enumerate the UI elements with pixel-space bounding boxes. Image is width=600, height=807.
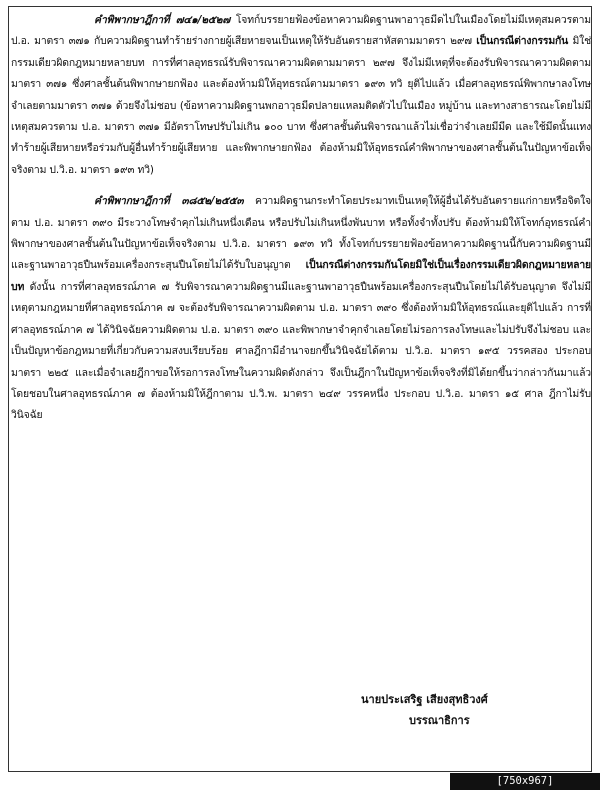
- document-page: [8, 6, 592, 772]
- judgment-text-2b: ดังนั้น การที่ศาลอุทธรณ์ภาค ๗ รับพิจารณาความผิดฐานมีและฐานพาอาวุธปืนพร้อมเครื่องกระสุนปืนโดยไม่ได้รับอนุญาต จึงไม่มีเหตุตามกฎหมายที่ศาลอุทธรณ์ภาค ๗ จะต้องรับพิจารณาความผิดตาม ป.อ. มาตรา ๓๙๐ ซึ่งต้องห้ามมิให้อุทธรณ์และยุติไปแล้ว การที่ศาลอุทธรณ์ภาค ๗ ได้วินิจฉัยความผิดตาม ป.อ. มาตรา ๓๙๐ และพิพากษาจำคุกจำเลยโดยไม่รอการลงโทษและไม่ปรับจึงไม่ชอบ และเป็นปัญหาข้อกฎหมายที่เกี่ยวกับความสงบเรียบร้อย ศาลฎีกามีอำนาจยกขึ้นวินิจฉัยได้ตาม ป.วิ.อ. มาตรา ๑๙๕ วรรคสอง ประกอบมาตรา ๒๒๕ และเมื่อจำเลยฎีกาขอให้รอการลงโทษในความผิดดังกล่าว จึงเป็นฎีกาในปัญหาข้อเท็จจริงที่มิได้ยกขึ้นว่ากล่าวกันมาแล้วโดยชอบในศาลอุทธรณ์ภาค ๗ ต้องห้ามมิให้ฎีกาตาม ป.วิ.พ. มาตรา ๒๔๙ วรรคหนึ่ง ประกอบ ป.วิ.อ. มาตรา ๑๕ ศาล ฎีกาไม่รับวินิจฉัย: [11, 280, 591, 422]
- judgment-text-1a: โจทก์บรรยายฟ้องข้อหาความผิดฐานพาอาวุธมีดไปในเมืองโดยไม่มีเหตุสมควรตาม ป.อ. มาตรา ๓๗๑ กับความผิดฐานทำร้ายร่างกายผู้เสียหายจนเป็นเหตุให้รับอันตรายสาหัสตามมาตรา ๒๙๗: [11, 14, 591, 48]
- judgment-paragraph-1: [11, 10, 591, 181]
- judgment-paragraph-2: [11, 191, 591, 426]
- signature-block: [361, 689, 581, 731]
- document-body: [11, 10, 591, 437]
- judgment-emphasis-2: เป็นกรณีต่างกรรมกันโดยมิใช่เป็นเรื่องกรรมเดียวผิดกฎหมายหลายบท: [11, 259, 591, 293]
- judgment-heading-1: คำพิพากษาฎีกาที่ ๗๔๑/๒๕๒๗: [94, 14, 231, 26]
- editor-name: นายประเสริฐ เสียงสุทธิวงศ์: [361, 693, 488, 706]
- judgment-text-2a: ความผิดฐานกระทำโดยประมาทเป็นเหตุให้ผู้อื่นได้รับอันตรายแก่กายหรือจิตใจตาม ป.อ. มาตรา ๓๙๐ มีระวางโทษจำคุกไม่เกินหนึ่งเดือน หรือปรับไม่เกินหนึ่งพันบาท หรือทั้งจำทั้งปรับ ต้องห้ามมิให้โจทก์อุทธรณ์คำพิพากษาของศาลชั้นต้นในปัญหาข้อเท็จจริงตาม ป.วิ.อ. มาตรา ๑๙๓ ทวิ ทั้งโจทก์บรรยายฟ้องข้อหาความผิดฐานนี้กับความผิดฐานมีและฐานพาอาวุธปืนพร้อมเครื่องกระสุนปืนโดยไม่ได้รับใบอนุญาต: [11, 195, 591, 272]
- judgment-heading-2: คำพิพากษาฎีกาที่ ๓๘๕๒/๒๕๕๓: [94, 195, 244, 208]
- editor-role: บรรณาธิการ: [409, 714, 470, 727]
- judgment-emphasis-1: เป็นกรณีต่างกรรมกัน: [476, 35, 569, 48]
- image-host-watermark: [750x967] https://upic.me/: [450, 773, 600, 790]
- judgment-text-1b: มิใช่กรรมเดียวผิดกฎหมายหลายบท การที่ศาลอุทธรณ์รับพิจารณาความผิดตามมาตรา ๒๙๗ จึงไม่มีเหตุที่จะต้องรับพิจารณาความผิดตามมาตรา ๓๗๑ ซึ่งศาลชั้นต้นพิพากษายกฟ้อง และต้องห้ามมิให้อุทธรณ์ตามมาตรา ๑๙๓ ทวิ ยุติไปแล้ว เมื่อศาลอุทธรณ์พิพากษาลงโทษจำเลยตามมาตรา ๓๗๑ ด้วยจึงไม่ชอบ (ข้อหาความผิดฐานพกอาวุธมีดปลายแหลมติดตัวไปในเมือง หมู่บ้าน และทางสาธารณะโดยไม่มีเหตุสมควรตาม ป.อ. มาตรา ๓๗๑ มีอัตราโทษปรับไม่เกิน ๑๐๐ บาท ซึ่งศาลชั้นต้นพิจารณาแล้วไม่เชื่อว่าจำเลยมีมีด และใช้มีดนั้นแทงทำร้ายผู้เสียหายหรือร่วมกับผู้อื่นทำร้ายผู้เสียหาย และพิพากษายกฟ้อง ต้องห้ามมิให้อุทธรณ์คำพิพากษาของศาลชั้นต้นในปัญหาข้อเท็จจริงตาม ป.วิ.อ. มาตรา ๑๙๓ ทวิ): [11, 35, 591, 176]
